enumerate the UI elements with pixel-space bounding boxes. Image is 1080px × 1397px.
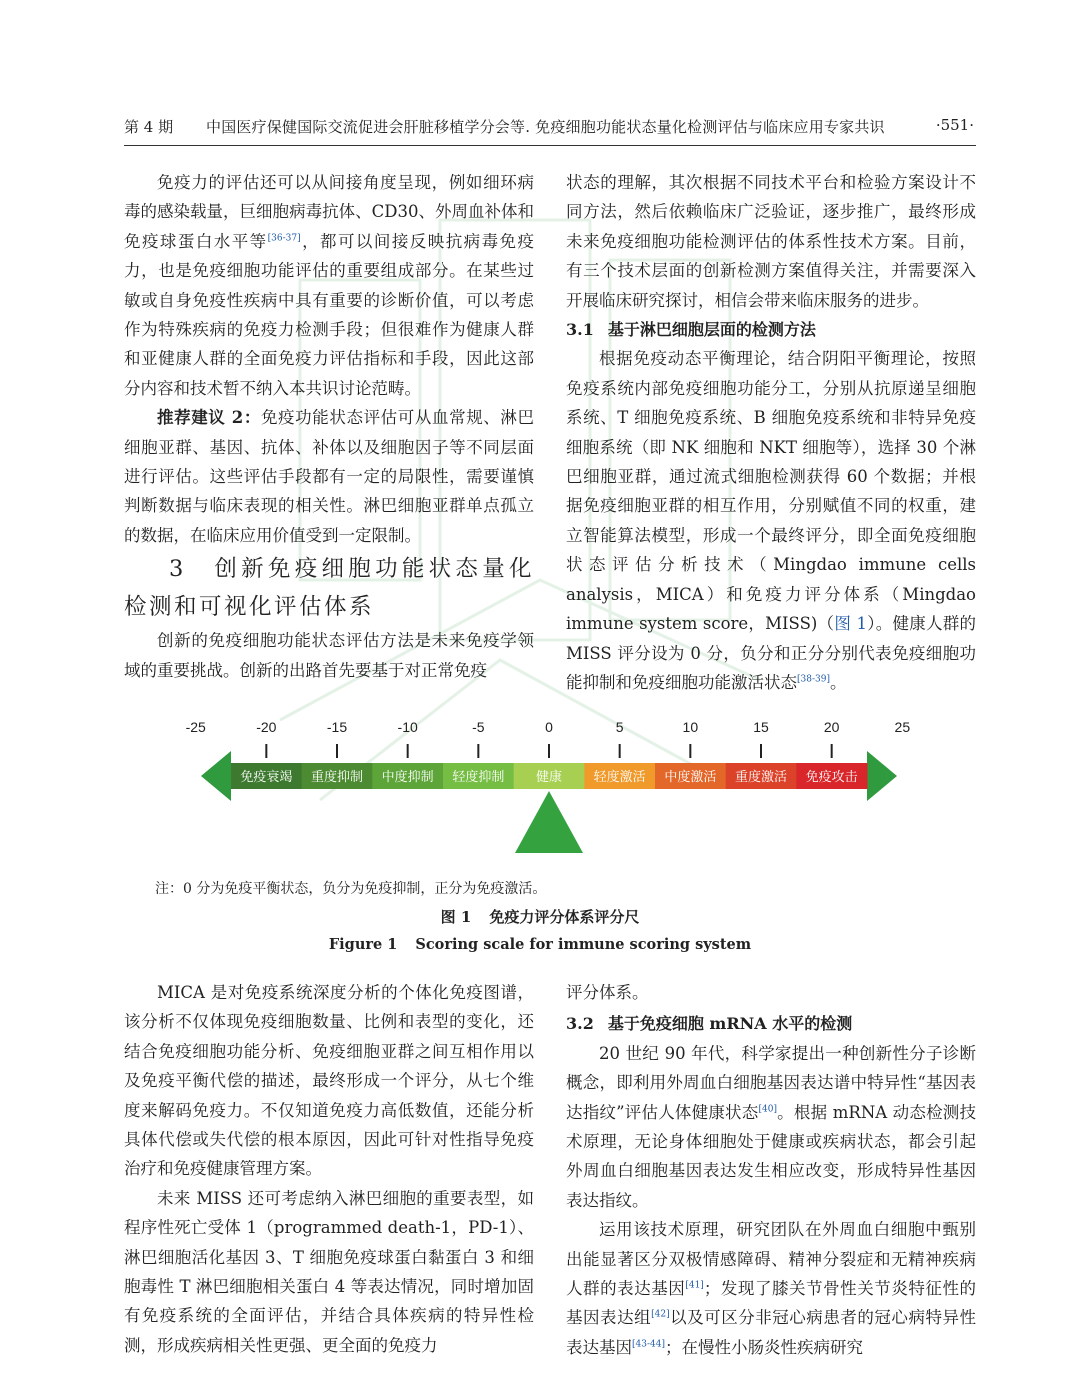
paragraph: 免疫力的评估还可以从间接角度呈现，例如细环病毒的感染载量，巨细胞病毒抗体、CD30、外周血补体和免疫球蛋白水平等[36-37]，都可以间接反映抗病毒免疫力，也是免疫细胞功能评估的重要组成部分。在某些过敏或自身免疫性疾病中具有重要的诊断价值，可以考虑作为特殊疾病的免疫力检测手段；但很难作为健康人群和亚健康人群的全面免疫力评估指标和手段，因此这部分内容和技术暂不纳入本共识讨论范畴。 <box>124 173 535 398</box>
fulcrum-triangle-icon <box>515 791 583 853</box>
section-heading-3: 3 创新免疫细胞功能状态量化检测和可视化评估体系 <box>124 556 534 621</box>
tick-label: 20 <box>823 719 840 735</box>
page-number: ·551· <box>935 116 974 134</box>
paragraph: MICA 是对免疫系统深度分析的个体化免疫图谱，该分析不仅体现免疫细胞数量、比例和表型的变化，还结合免疫细胞功能分析、免疫细胞亚群之间互相作用以及免疫平衡代偿的描述，最终形成一个评分，从七个维度来解码免疫力。不仅知道免疫力高低数值，还能分析具体代偿或失代偿的根本原因，因此可针对性指导免疫治疗和免疫健康管理方案。 <box>124 983 534 1179</box>
tick-label: -25 <box>185 719 206 735</box>
tick-label: -15 <box>326 719 348 735</box>
citation[interactable]: [40] <box>758 1104 777 1115</box>
scale-segment-label: 免疫衰竭 <box>240 770 293 785</box>
paragraph: 根据免疫动态平衡理论，结合阴阳平衡理论，按照免疫系统内部免疫细胞功能分工，分别从抗原递呈细胞系统、T 细胞免疫系统、B 细胞免疫系统和非特异免疫细胞系统（即 NK 细胞和 NKT 细胞等），选择 30 个淋巴细胞亚群，通过流式细胞检测获得 60 个数据；并根据免疫细胞亚群的相互作用，分别赋值不同的权重，建立智能算法模型，形成一个最终评分，即全面免疫细胞状态评估分析技术（Mingdao immune cells analysis，MICA）和免疫力评分体系（Mingdao immune system score，MISS)（图 1）。健康人群的 MISS 评分设为 0 分，负分和正分分别代表免疫细胞功能抑制和免疫细胞功能激活状态[38-39]。 <box>566 349 977 692</box>
figure-note: 注：0 分为免疫平衡状态，负分为免疫抑制，正分为免疫激活。 <box>155 881 547 897</box>
right-column-bottom <box>566 978 976 1362</box>
tick-label: -20 <box>256 719 277 735</box>
citation[interactable]: [36-37] <box>267 233 301 244</box>
scale-segment-label: 健康 <box>535 770 563 785</box>
scale-segment-label: 轻度激活 <box>593 770 646 785</box>
running-title: 中国医疗保健国际交流促进会肝脏移植学分会等. 免疫细胞功能状态量化检测评估与临床应用专家共识 <box>206 118 885 136</box>
tick-label: -5 <box>472 719 485 735</box>
citation[interactable]: [38-39] <box>797 674 830 685</box>
left-arrow-icon <box>201 751 231 801</box>
scale-segment-label: 轻度抑制 <box>452 770 505 785</box>
figure-reference[interactable]: 图 1 <box>834 614 868 634</box>
right-arrow-icon <box>867 751 897 801</box>
scale-segment-label: 免疫攻击 <box>805 770 858 785</box>
issue-number: 第 4 期 <box>124 118 174 136</box>
paragraph: 评分体系。 <box>566 983 649 1002</box>
scale-segment-label: 中度抑制 <box>381 770 434 785</box>
tick-label: 25 <box>894 719 911 735</box>
scale-segment-label: 重度抑制 <box>310 770 364 785</box>
figure-caption-en: Figure 1 Scoring scale for immune scoring system <box>328 936 752 953</box>
running-header <box>124 114 976 140</box>
paragraph: 运用该技术原理，研究团队在外周血白细胞中甄别出能显著区分双极情感障碍、精神分裂症和无精神疾病人群的表达基因[41]；发现了膝关节骨性关节炎特征性的基因表达组[42]以及可区分非冠心病患者的冠心病特异性表达基因[43-44]；在慢性小肠炎性疾病研究 <box>566 1220 977 1357</box>
recommendation-label: 推荐建议 2： <box>157 408 261 428</box>
scale-segment-label: 中度激活 <box>664 770 717 785</box>
subsection-heading-3-1: 3.1 基于淋巴细胞层面的检测方法 <box>566 320 816 340</box>
recommendation-2: 推荐建议 2：免疫功能状态评估可从血常规、淋巴细胞亚群、基因、抗体、补体以及细胞因子等不同层面进行评估。这些评估手段都有一定的局限性，需要谨慎判断数据与临床表现的相关性。淋巴细胞亚群单点孤立的数据，在临床应用价值受到一定限制。 <box>124 408 534 545</box>
citation[interactable]: [42] <box>651 1309 670 1320</box>
figure-caption-zh: 图 1 免疫力评分体系评分尺 <box>440 908 640 926</box>
tick-label: 10 <box>682 719 699 735</box>
tick-label: 5 <box>615 719 624 735</box>
citation[interactable]: [41] <box>685 1280 704 1291</box>
subsection-heading-3-2: 3.2 基于免疫细胞 mRNA 水平的检测 <box>566 1014 853 1034</box>
tick-label: 15 <box>753 719 769 735</box>
citation[interactable]: [43-44] <box>632 1339 665 1350</box>
left-column-top <box>124 168 534 685</box>
paragraph: 创新的免疫细胞功能状态评估方法是未来免疫学领域的重要挑战。创新的出路首先要基于对正常免疫 <box>124 631 534 680</box>
tick-label: -10 <box>397 719 418 735</box>
tick-label: 0 <box>545 719 553 735</box>
scoring-scale-figure <box>185 712 911 862</box>
paragraph: 状态的理解，其次根据不同技术平台和检验方案设计不同方法，然后依赖临床广泛验证，逐步推广，最终形成未来免疫细胞功能检测评估的体系性技术方案。目前，有三个技术层面的创新检测方案值得关注，并需要深入开展临床研究探讨，相信会带来临床服务的进步。 <box>566 173 976 310</box>
header-rule <box>124 145 976 146</box>
scale-segment-label: 重度激活 <box>734 770 788 785</box>
paragraph: 20 世纪 90 年代，科学家提出一种创新性分子诊断概念，即利用外周血白细胞基因表达谱中特异性“基因表达指纹”评估人体健康状态[40]。根据 mRNA 动态检测技术原理，无论身体细胞处于健康或疾病状态，都会引起外周血白细胞基因表达发生相应改变，形成特异性基因表达指纹。 <box>566 1043 976 1210</box>
left-column-bottom <box>124 978 534 1360</box>
right-column-top <box>566 168 976 697</box>
paragraph: 未来 MISS 还可考虑纳入淋巴细胞的重要表型，如程序性死亡受体 1（programmed death-1，PD-1）、淋巴细胞活化基因 3、T 细胞免疫球蛋白黏蛋白 3 和细胞毒性 T 淋巴细胞相关蛋白 4 等表达情况，同时增加固有免疫系统的全面评估，并结合具体疾病的特异性检测，形成疾病相关性更强、更全面的免疫力 <box>124 1188 534 1355</box>
